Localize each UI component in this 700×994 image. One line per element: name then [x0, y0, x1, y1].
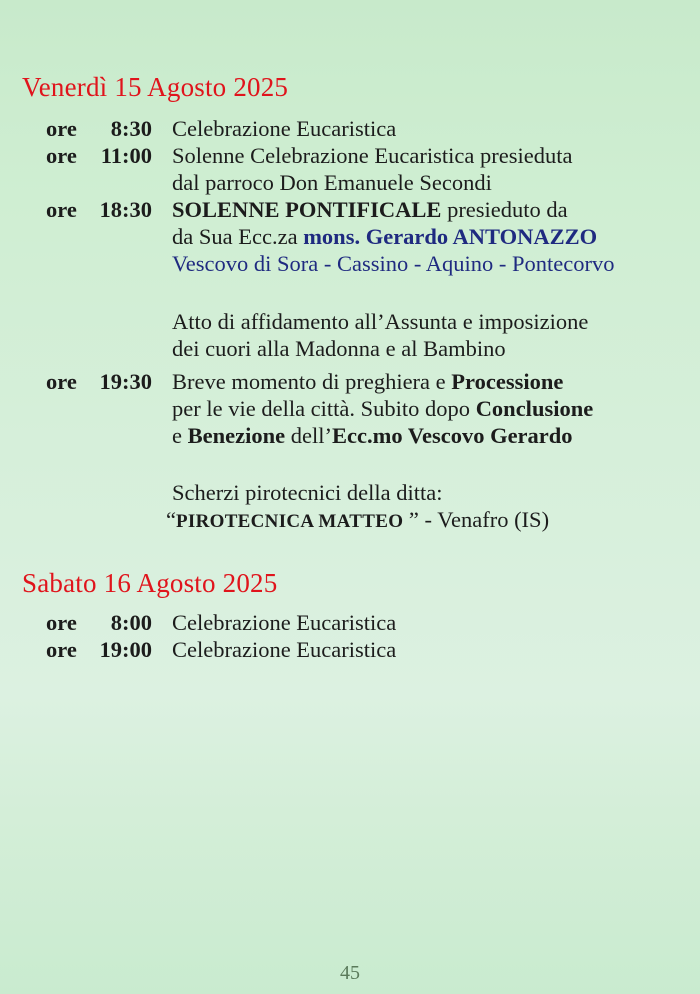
- time-label: ore 19:00: [46, 637, 152, 662]
- time-label: ore 8:00: [46, 610, 152, 635]
- event-description: per le vie della città. Subito dopo Conclusione: [172, 396, 594, 421]
- event-description: Celebrazione Eucaristica: [172, 610, 397, 635]
- fireworks-company: PIROTECNICA MATTEO: [176, 511, 404, 532]
- event-description: Solenne Celebrazione Eucaristica presieduta: [172, 143, 573, 168]
- day-heading-friday: Venerdì 15 Agosto 2025: [22, 72, 289, 102]
- event-description: Breve momento di preghiera e Processione: [172, 369, 564, 394]
- event-description: SOLENNE PONTIFICALE presieduto da: [172, 197, 568, 222]
- time-label: ore 8:30: [46, 116, 152, 141]
- time-label: ore 18:30: [46, 197, 152, 222]
- day-heading-saturday: Sabato 16 Agosto 2025: [22, 568, 278, 598]
- page-number: 45: [340, 962, 360, 984]
- event-description: da Sua Ecc.za mons. Gerardo ANTONAZZO: [172, 224, 598, 249]
- event-description: dal parroco Don Emanuele Secondi: [172, 170, 492, 195]
- bishop-name: mons. Gerardo ANTONAZZO: [303, 224, 598, 249]
- pontifical-title: SOLENNE PONTIFICALE: [172, 197, 442, 222]
- diocese-line: Vescovo di Sora - Cassino - Aquino - Pontecorvo: [172, 251, 615, 276]
- event-description: Celebrazione Eucaristica: [172, 116, 397, 141]
- time-label: ore 11:00: [46, 143, 152, 168]
- event-description: e Benezione dell’Ecc.mo Vescovo Gerardo: [172, 423, 573, 448]
- time-label: ore 19:30: [46, 369, 152, 394]
- program-page: Venerdì 15 Agosto 2025 ore 8:30 Celebrazione Eucaristica ore 11:00 Solenne Celebrazione Eucaristica presieduta dal parroco Don Emanuele Secondi ore 18:30 SOLENNE PONTIFICALE presieduto da da Sua Ecc.za mons. Gerardo ANTONAZZO Vescovo di Sora - Cassino - Aquino - Pontecorvo Atto di affidamento all’Assunta e imposizione dei cuori alla Madonna e al Bambino ore 19:30 Breve momento di preghiera e Processione per le vie della città. Subito dopo Conclusione e Benezione dell’Ecc.mo Vescovo Gerardo Scherzi pirotecnici della ditta: “PIROTECNICA MATTEO ” - Venafro (IS) Sabato 16 Agosto 2025 ore 8:00 Celebrazione Eucaristica ore 19:00 Celebrazione Eucaristica 45: [0, 0, 700, 994]
- event-description: Celebrazione Eucaristica: [172, 637, 397, 662]
